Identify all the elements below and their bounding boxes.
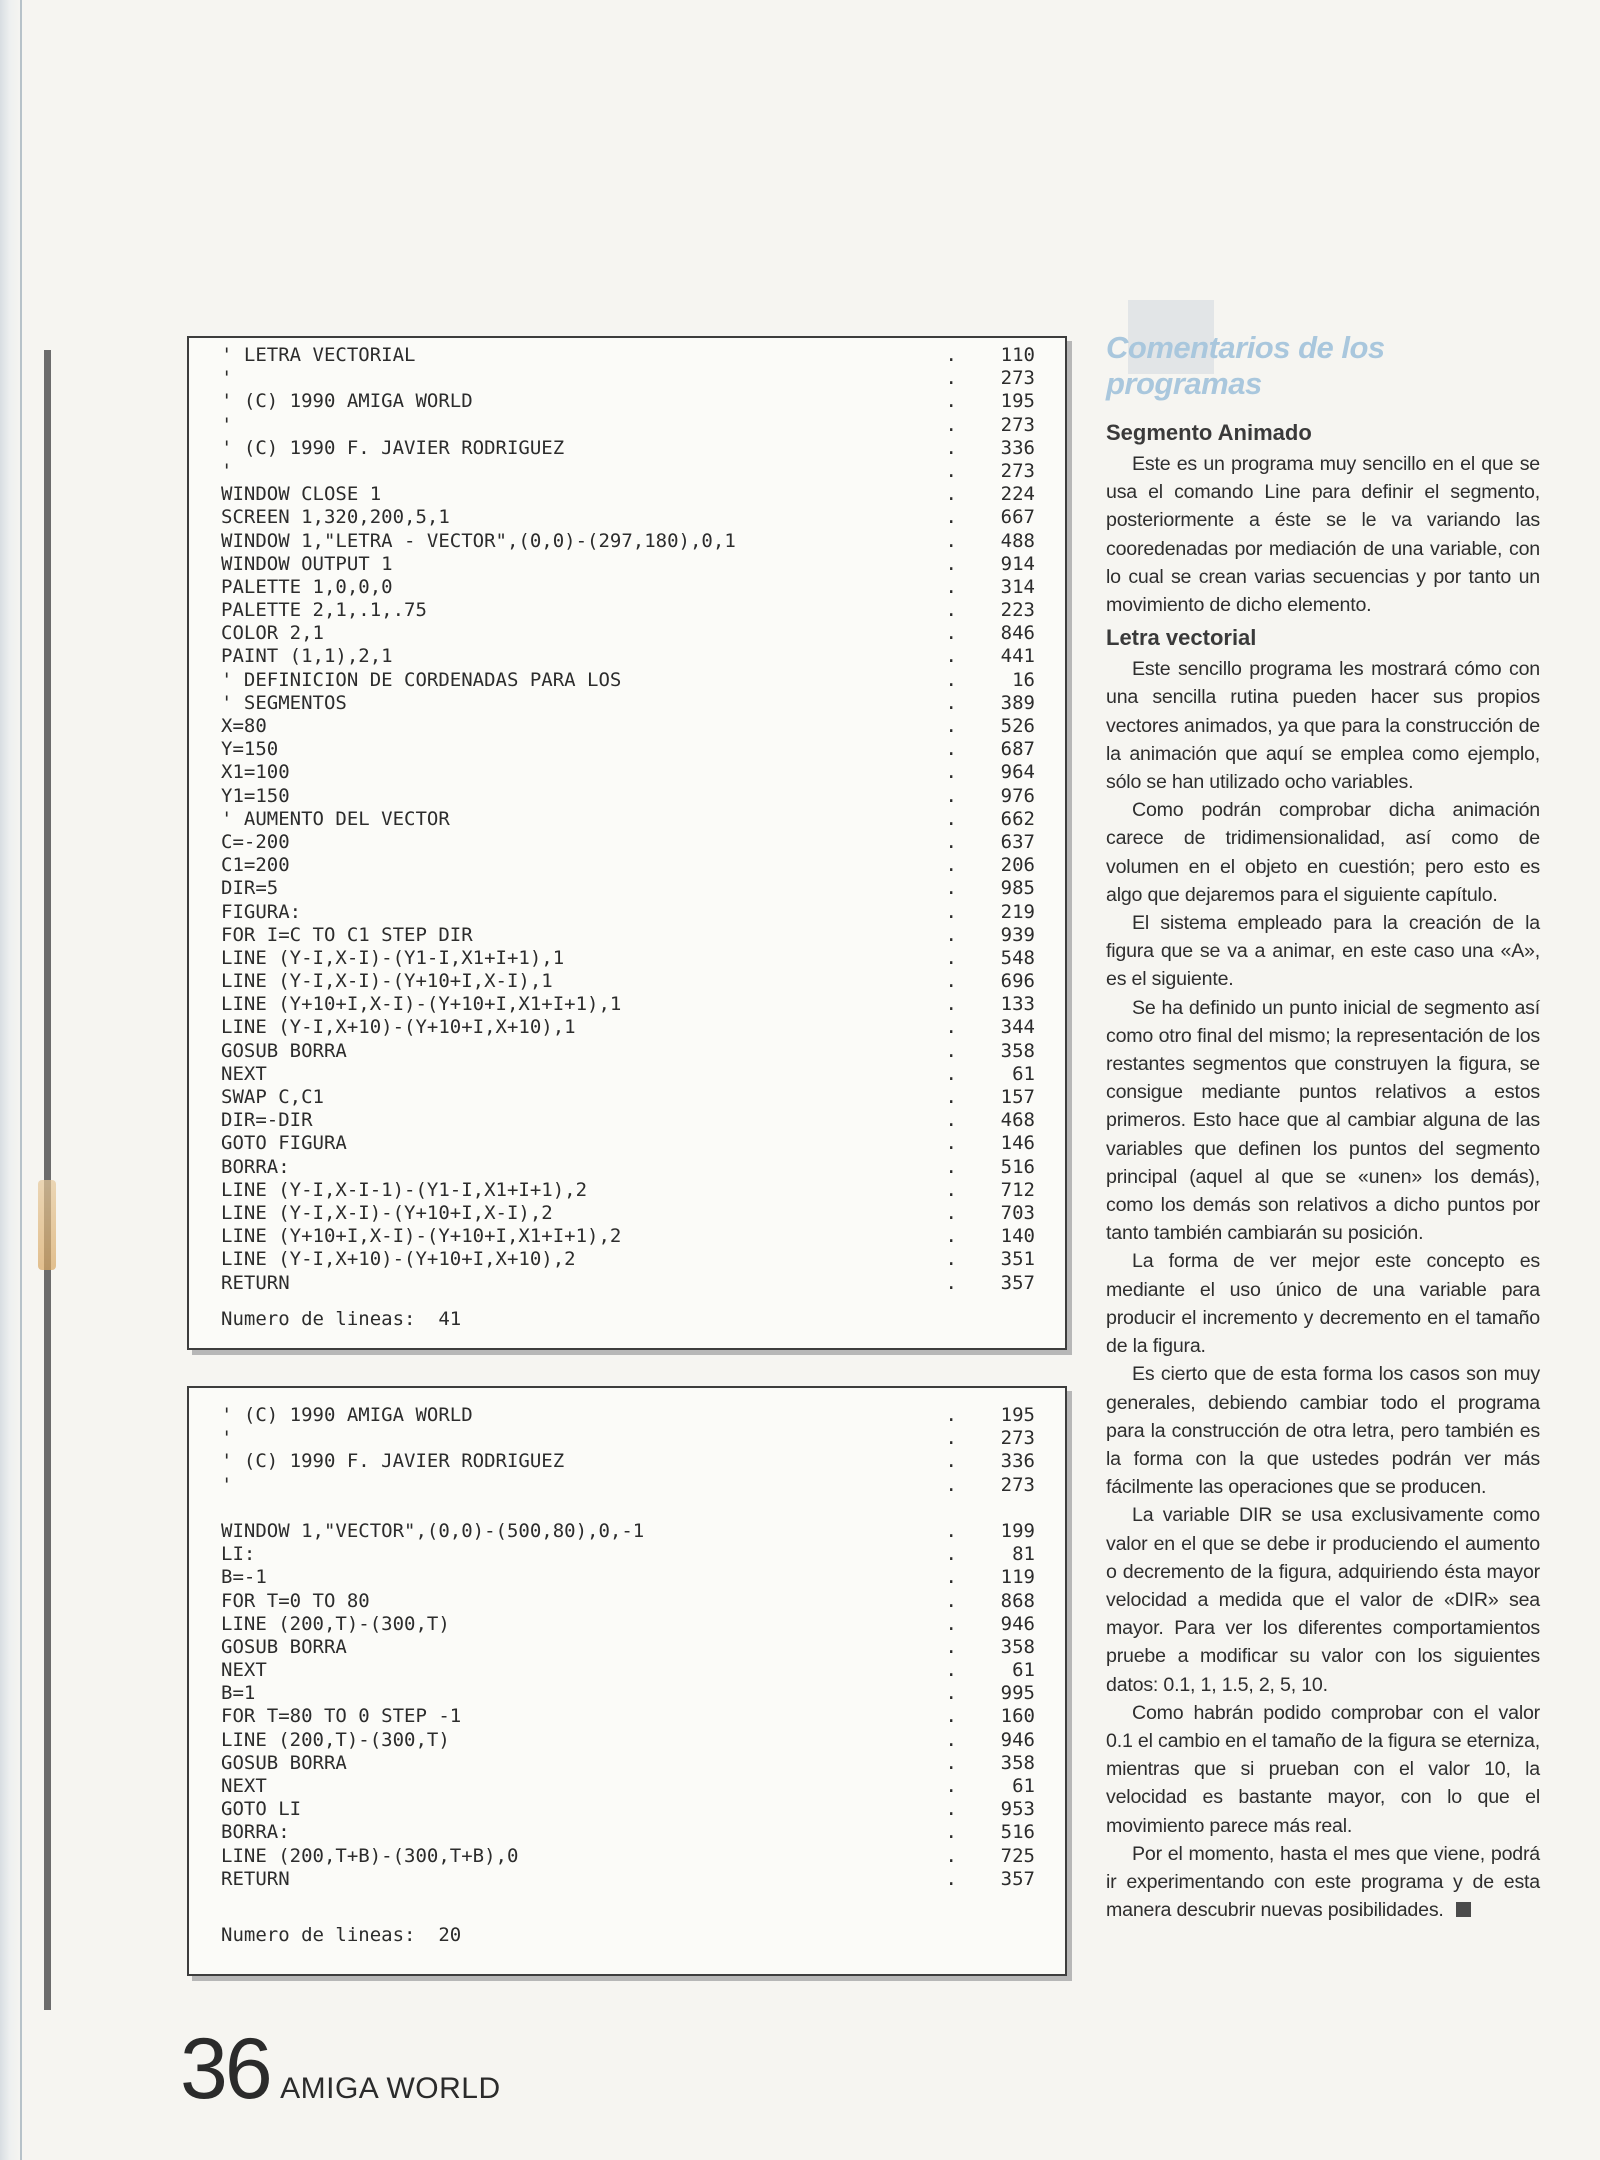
checksum-leader: . bbox=[945, 575, 957, 598]
checksum: 157 bbox=[1000, 1086, 1035, 1108]
code-text: LINE (Y-I,X-I-1)-(Y1-I,X1+I+1),2 bbox=[221, 1178, 588, 1201]
code-line bbox=[221, 1225, 1035, 1248]
code-line bbox=[221, 506, 1035, 529]
checksum: 516 bbox=[1000, 1155, 1035, 1178]
checksum: 219 bbox=[1000, 900, 1035, 923]
checksum-leader: . bbox=[945, 413, 957, 436]
checksum-leader: . bbox=[945, 761, 957, 784]
code-line bbox=[221, 692, 1035, 715]
checksum-leader: . bbox=[945, 436, 957, 459]
checksum-leader: . bbox=[945, 1612, 957, 1635]
checksum: 995 bbox=[1000, 1682, 1035, 1705]
checksum-leader: . bbox=[945, 1775, 957, 1797]
checksum: 976 bbox=[1000, 784, 1035, 807]
code-text: COLOR 2,1 bbox=[221, 622, 324, 645]
paragraph-text: Como habrán podido comprobar con el valor 0.1 el cambio en el tamaño de la figura se eterniza, mientras que si prueban con el valor 10, la velocidad es bastante mayor, con lo que el movimiento parece más real. bbox=[1106, 1701, 1540, 1837]
code-text: DIR=-DIR bbox=[221, 1109, 313, 1132]
code-text: FOR I=C TO C1 STEP DIR bbox=[221, 923, 473, 946]
checksum-leader: . bbox=[945, 854, 957, 877]
code-line bbox=[221, 1659, 1035, 1682]
checksum: 351 bbox=[1000, 1248, 1035, 1271]
code-text: LINE (Y-I,X-I)-(Y+10+I,X-I),2 bbox=[221, 1201, 553, 1224]
checksum-leader: . bbox=[945, 529, 957, 552]
code-line bbox=[221, 1109, 1035, 1132]
code-line bbox=[221, 1063, 1035, 1086]
code-text: LINE (Y+10+I,X-I)-(Y+10+I,X1+I+1),2 bbox=[221, 1225, 622, 1248]
checksum-leader: . bbox=[945, 1798, 957, 1821]
code-line bbox=[221, 970, 1035, 993]
checksum-leader: . bbox=[945, 1705, 957, 1728]
checksum-leader: . bbox=[945, 923, 957, 946]
code-lines bbox=[221, 344, 1035, 1295]
checksum: 273 bbox=[1000, 1473, 1035, 1496]
checksum-leader: . bbox=[945, 1086, 957, 1108]
code-line bbox=[221, 947, 1035, 970]
checksum-leader: . bbox=[945, 1566, 957, 1589]
code-text: LINE (200,T)-(300,T) bbox=[221, 1612, 450, 1635]
code-line bbox=[221, 437, 1035, 460]
code-line bbox=[221, 761, 1035, 784]
code-line bbox=[221, 808, 1035, 831]
program-listing-segmento-animado bbox=[187, 1386, 1067, 1976]
checksum: 273 bbox=[1000, 459, 1035, 482]
code-line bbox=[221, 1868, 1035, 1891]
code-text: LINE (200,T+B)-(300,T+B),0 bbox=[221, 1844, 519, 1867]
code-text: GOTO FIGURA bbox=[221, 1132, 347, 1155]
checksum-leader: . bbox=[945, 1225, 957, 1248]
checksum-leader: . bbox=[945, 1201, 957, 1224]
body-paragraph bbox=[1106, 450, 1540, 619]
checksum: 357 bbox=[1000, 1867, 1035, 1890]
code-text: ' SEGMENTOS bbox=[221, 691, 347, 714]
code-text: X1=100 bbox=[221, 761, 290, 784]
paragraph-text: Por el momento, hasta el mes que viene, podrá ir experimentando con este programa y de esta manera descubrir nuevas posibilidades. bbox=[1106, 1842, 1540, 1922]
checksum-leader: . bbox=[945, 1271, 957, 1294]
checksum-leader: . bbox=[945, 1404, 957, 1426]
code-line bbox=[221, 1427, 1035, 1450]
checksum: 61 bbox=[1012, 1062, 1035, 1085]
checksum: 273 bbox=[1000, 1427, 1035, 1450]
checksum-leader: . bbox=[945, 622, 957, 645]
code-line bbox=[221, 1474, 1035, 1497]
code-text: WINDOW CLOSE 1 bbox=[221, 483, 382, 506]
checksum: 358 bbox=[1000, 1751, 1035, 1774]
checksum-leader: . bbox=[945, 1427, 957, 1450]
code-text: GOSUB BORRA bbox=[221, 1751, 347, 1774]
code-line bbox=[221, 715, 1035, 738]
checksum-leader: . bbox=[945, 668, 957, 691]
paragraph-text: Se ha definido un punto inicial de segmento así como otro final del mismo; la representación de los restantes segmentos que construyen la figura, se consigue mediante puntos relativos a estos primeros. Esto hace que al cambiar alguna de las variables que definen los puntos del segmento principal (aquel al que se «unen» los demás), como los demás son relativos a dicho puntos por tanto también cambiarán su posición. bbox=[1106, 996, 1540, 1245]
paragraph-text: Este es un programa muy sencillo en el que se usa el comando Line para definir el segmento, posteriormente a éste se le va variando las cooredenadas por mediación de una variable, con lo cual se crean varias secuencias y por tanto un movimiento de dicho elemento. bbox=[1106, 453, 1540, 617]
code-text: C1=200 bbox=[221, 854, 290, 877]
checksum: 273 bbox=[1000, 413, 1035, 436]
code-text: C=-200 bbox=[221, 830, 290, 853]
checksum: 637 bbox=[1000, 830, 1035, 853]
checksum: 703 bbox=[1000, 1201, 1035, 1224]
code-line bbox=[221, 460, 1035, 483]
body-paragraph bbox=[1106, 994, 1540, 1248]
code-line bbox=[221, 344, 1035, 367]
checksum-leader: . bbox=[945, 784, 957, 807]
code-line bbox=[221, 1179, 1035, 1202]
paragraph-text: Es cierto que de esta forma los casos son muy generales, debiendo cambiar todo el programa para la construcción de otra letra, pero también es la forma con la que ustedes podrán ver más fácilmente las operaciones que se producen. bbox=[1106, 1363, 1540, 1499]
code-text: X=80 bbox=[221, 715, 267, 737]
code-line bbox=[221, 1775, 1035, 1798]
checksum: 195 bbox=[1000, 1404, 1035, 1426]
page-edge bbox=[0, 0, 22, 2160]
code-text: FIGURA: bbox=[221, 900, 302, 923]
checksum: 548 bbox=[1000, 946, 1035, 969]
code-text: DIR=5 bbox=[221, 877, 279, 900]
checksum: 146 bbox=[1000, 1132, 1035, 1155]
code-text: LINE (Y-I,X+10)-(Y+10+I,X+10),2 bbox=[221, 1248, 576, 1271]
line-count: Numero de lineas: 41 bbox=[221, 1308, 462, 1330]
code-text: ' bbox=[221, 1427, 233, 1450]
code-line bbox=[221, 924, 1035, 947]
checksum: 357 bbox=[1000, 1271, 1035, 1294]
checksum: 964 bbox=[1000, 761, 1035, 784]
code-line bbox=[221, 854, 1035, 877]
checksum: 344 bbox=[1000, 1016, 1035, 1039]
checksum-leader: . bbox=[945, 506, 957, 529]
checksum-leader: . bbox=[945, 1155, 957, 1178]
checksum-leader: . bbox=[945, 1039, 957, 1062]
checksum-leader: . bbox=[945, 807, 957, 830]
checksum-leader: . bbox=[945, 1821, 957, 1844]
checksum-leader: . bbox=[945, 738, 957, 761]
code-line bbox=[221, 645, 1035, 668]
sidebar-title bbox=[1106, 330, 1540, 402]
code-line bbox=[221, 1086, 1035, 1109]
code-text: ' (C) 1990 F. JAVIER RODRIGUEZ bbox=[221, 436, 565, 459]
checksum-leader: . bbox=[945, 830, 957, 853]
checksum-leader: . bbox=[945, 367, 957, 390]
paper-stain bbox=[38, 1180, 56, 1270]
checksum: 160 bbox=[1000, 1705, 1035, 1728]
page-folio bbox=[180, 2020, 501, 2119]
checksum: 725 bbox=[1000, 1844, 1035, 1867]
checksum: 140 bbox=[1000, 1225, 1035, 1248]
code-text: NEXT bbox=[221, 1775, 267, 1797]
code-line bbox=[221, 1821, 1035, 1844]
checksum-leader: . bbox=[945, 552, 957, 575]
code-text: GOSUB BORRA bbox=[221, 1635, 347, 1658]
section-heading: Segmento Animado bbox=[1106, 420, 1312, 445]
checksum: 273 bbox=[1000, 367, 1035, 390]
code-text: LINE (200,T)-(300,T) bbox=[221, 1728, 450, 1751]
checksum-leader: . bbox=[945, 970, 957, 993]
checksum-leader: . bbox=[945, 390, 957, 413]
code-line bbox=[221, 1845, 1035, 1868]
checksum: 846 bbox=[1000, 622, 1035, 645]
page-edge-line bbox=[20, 0, 22, 2160]
checksum-leader: . bbox=[945, 715, 957, 737]
checksum: 953 bbox=[1000, 1798, 1035, 1821]
checksum-leader: . bbox=[945, 1473, 957, 1496]
checksum-leader: . bbox=[945, 1062, 957, 1085]
code-line bbox=[221, 576, 1035, 599]
code-text: PALETTE 1,0,0,0 bbox=[221, 575, 393, 598]
code-text: WINDOW OUTPUT 1 bbox=[221, 552, 393, 575]
code-line bbox=[221, 831, 1035, 854]
code-text: WINDOW 1,"LETRA - VECTOR",(0,0)-(297,180),0,1 bbox=[221, 529, 736, 552]
code-line bbox=[221, 1543, 1035, 1566]
checksum-leader: . bbox=[945, 993, 957, 1016]
body-paragraph bbox=[1106, 796, 1540, 909]
checksum: 358 bbox=[1000, 1039, 1035, 1062]
checksum-leader: . bbox=[945, 946, 957, 969]
checksum-leader: . bbox=[945, 1844, 957, 1867]
body-paragraph bbox=[1106, 655, 1540, 796]
checksum: 914 bbox=[1000, 552, 1035, 575]
code-line bbox=[221, 390, 1035, 413]
checksum: 199 bbox=[1000, 1519, 1035, 1542]
checksum: 61 bbox=[1012, 1659, 1035, 1682]
checksum: 939 bbox=[1000, 923, 1035, 946]
code-line bbox=[221, 1404, 1035, 1427]
code-line bbox=[221, 367, 1035, 390]
code-line bbox=[221, 483, 1035, 506]
code-text: PAINT (1,1),2,1 bbox=[221, 645, 393, 668]
code-line bbox=[221, 1705, 1035, 1728]
paragraph-text: El sistema empleado para la creación de la figura que se va a animar, en este caso una «A», es el siguiente. bbox=[1106, 912, 1540, 991]
body-paragraph bbox=[1106, 1840, 1540, 1925]
checksum: 526 bbox=[1000, 715, 1035, 737]
checksum-leader: . bbox=[945, 1450, 957, 1473]
code-text: ' (C) 1990 AMIGA WORLD bbox=[221, 1404, 473, 1426]
body-paragraph bbox=[1106, 909, 1540, 994]
code-text: ' bbox=[221, 459, 233, 482]
code-line bbox=[221, 1798, 1035, 1821]
code-text: RETURN bbox=[221, 1867, 290, 1890]
checksum: 195 bbox=[1000, 390, 1035, 413]
paragraph-text: Como podrán comprobar dicha animación carece de tridimensionalidad, así como de volumen en el objeto en cuestión; pero esto es algo que dejaremos para el siguiente capítulo. bbox=[1106, 799, 1540, 906]
checksum-leader: . bbox=[945, 1248, 957, 1271]
code-text: LI: bbox=[221, 1543, 256, 1566]
code-text: ' bbox=[221, 367, 233, 390]
code-line bbox=[221, 1682, 1035, 1705]
code-text: ' (C) 1990 F. JAVIER RODRIGUEZ bbox=[221, 1450, 565, 1473]
code-line bbox=[221, 785, 1035, 808]
code-text: WINDOW 1,"VECTOR",(0,0)-(500,80),0,-1 bbox=[221, 1519, 645, 1542]
checksum-leader: . bbox=[945, 1659, 957, 1682]
paragraph-text: La variable DIR se usa exclusivamente como valor en el que se debe ir produciendo el aumento o decremento de la figura, adquiriendo ésta mayor velocidad a medida que el valor de «DIR» sea mayor. Para ver los diferentes comportamientos pruebe a modificar su valor con los siguientes datos: 0.1, 1, 1.5, 2, 5, 10. bbox=[1106, 1504, 1540, 1696]
program-listing-letra-vectorial bbox=[187, 336, 1067, 1350]
code-line bbox=[221, 553, 1035, 576]
code-text: BORRA: bbox=[221, 1821, 290, 1844]
code-line bbox=[221, 669, 1035, 692]
checksum-leader: . bbox=[945, 459, 957, 482]
checksum: 223 bbox=[1000, 599, 1035, 622]
checksum-leader: . bbox=[945, 599, 957, 622]
code-text: Y=150 bbox=[221, 738, 279, 761]
checksum-leader: . bbox=[945, 1589, 957, 1612]
code-line bbox=[221, 1202, 1035, 1225]
checksum-leader: . bbox=[945, 1543, 957, 1566]
checksum-leader: . bbox=[945, 1635, 957, 1658]
checksum: 516 bbox=[1000, 1821, 1035, 1844]
code-line bbox=[221, 530, 1035, 553]
code-text: Y1=150 bbox=[221, 784, 290, 807]
code-line bbox=[221, 1613, 1035, 1636]
sidebar-sections bbox=[1106, 420, 1540, 1924]
checksum: 868 bbox=[1000, 1589, 1035, 1612]
checksum: 314 bbox=[1000, 575, 1035, 598]
code-line bbox=[221, 599, 1035, 622]
checksum: 468 bbox=[1000, 1109, 1035, 1132]
code-line bbox=[221, 1497, 1035, 1520]
body-paragraph bbox=[1106, 1360, 1540, 1501]
code-text: BORRA: bbox=[221, 1155, 290, 1178]
code-text: ' LETRA VECTORIAL bbox=[221, 344, 416, 366]
checksum: 119 bbox=[1000, 1566, 1035, 1589]
code-text: ' AUMENTO DEL VECTOR bbox=[221, 807, 450, 830]
checksum-leader: . bbox=[945, 1682, 957, 1705]
code-text: PALETTE 2,1,.1,.75 bbox=[221, 599, 427, 622]
code-text: FOR T=80 TO 0 STEP -1 bbox=[221, 1705, 462, 1728]
code-line bbox=[221, 1520, 1035, 1543]
body-paragraph bbox=[1106, 1247, 1540, 1360]
checksum: 441 bbox=[1000, 645, 1035, 668]
code-line bbox=[221, 901, 1035, 924]
code-text: FOR T=0 TO 80 bbox=[221, 1589, 370, 1612]
code-text: ' bbox=[221, 1473, 233, 1496]
code-line bbox=[221, 1566, 1035, 1589]
page-number: 36 bbox=[180, 2021, 270, 2117]
code-text: NEXT bbox=[221, 1659, 267, 1682]
code-line bbox=[221, 1156, 1035, 1179]
checksum: 946 bbox=[1000, 1728, 1035, 1751]
code-text: GOTO LI bbox=[221, 1798, 302, 1821]
checksum: 336 bbox=[1000, 1450, 1035, 1473]
checksum-leader: . bbox=[945, 483, 957, 506]
code-lines bbox=[221, 1404, 1035, 1891]
checksum: 696 bbox=[1000, 970, 1035, 993]
code-line bbox=[221, 1016, 1035, 1039]
code-text: ' DEFINICION DE CORDENADAS PARA LOS bbox=[221, 668, 622, 691]
line-count: Numero de lineas: 20 bbox=[221, 1924, 462, 1946]
checksum: 133 bbox=[1000, 993, 1035, 1016]
code-text: NEXT bbox=[221, 1062, 267, 1085]
end-of-article-icon bbox=[1456, 1902, 1471, 1917]
code-text: SCREEN 1,320,200,5,1 bbox=[221, 506, 450, 529]
checksum-leader: . bbox=[945, 1109, 957, 1132]
checksum-leader: . bbox=[945, 645, 957, 668]
checksum: 946 bbox=[1000, 1612, 1035, 1635]
code-text: LINE (Y-I,X-I)-(Y+10+I,X-I),1 bbox=[221, 970, 553, 993]
code-text: ' bbox=[221, 413, 233, 436]
code-line bbox=[221, 1590, 1035, 1613]
code-text: RETURN bbox=[221, 1271, 290, 1294]
checksum: 61 bbox=[1012, 1775, 1035, 1797]
checksum: 712 bbox=[1000, 1178, 1035, 1201]
checksum: 662 bbox=[1000, 807, 1035, 830]
checksum: 206 bbox=[1000, 854, 1035, 877]
checksum-leader: . bbox=[945, 1016, 957, 1039]
code-line bbox=[221, 738, 1035, 761]
code-line bbox=[221, 1450, 1035, 1473]
checksum-leader: . bbox=[945, 691, 957, 714]
code-line bbox=[221, 1132, 1035, 1155]
checksum-leader: . bbox=[945, 1751, 957, 1774]
paragraph-text: Este sencillo programa les mostrará cómo con una sencilla rutina pueden hacer sus propios vectores animados, ya que para la construcción de la animación que aquí se emplea como ejemplo, sólo se han utilizado ocho variables. bbox=[1106, 658, 1540, 794]
checksum-leader: . bbox=[945, 900, 957, 923]
code-text: B=-1 bbox=[221, 1566, 267, 1589]
checksum-leader: . bbox=[945, 877, 957, 900]
checksum-leader: . bbox=[945, 344, 957, 366]
code-text: LINE (Y-I,X-I)-(Y1-I,X1+I+1),1 bbox=[221, 946, 565, 969]
code-line bbox=[221, 414, 1035, 437]
checksum: 110 bbox=[1000, 344, 1035, 366]
checksum-leader: . bbox=[945, 1132, 957, 1155]
code-line bbox=[221, 993, 1035, 1016]
checksum: 985 bbox=[1000, 877, 1035, 900]
paragraph-text: La forma de ver mejor este concepto es mediante el uso único de una variable para producir el incremento y decremento en el tamaño de la figura. bbox=[1106, 1250, 1540, 1358]
checksum: 358 bbox=[1000, 1635, 1035, 1658]
checksum-leader: . bbox=[945, 1519, 957, 1542]
checksum-leader: . bbox=[945, 1867, 957, 1890]
comments-column bbox=[1106, 330, 1540, 1924]
body-paragraph bbox=[1106, 1699, 1540, 1840]
checksum: 488 bbox=[1000, 529, 1035, 552]
code-line bbox=[221, 877, 1035, 900]
code-line bbox=[221, 1272, 1035, 1295]
checksum: 16 bbox=[1012, 668, 1035, 691]
sidebar-title-text: Comentarios de los programas bbox=[1106, 330, 1385, 401]
code-text: LINE (Y+10+I,X-I)-(Y+10+I,X1+I+1),1 bbox=[221, 993, 622, 1016]
code-text: ' (C) 1990 AMIGA WORLD bbox=[221, 390, 473, 413]
checksum: 687 bbox=[1000, 738, 1035, 761]
checksum: 224 bbox=[1000, 483, 1035, 506]
code-text: SWAP C,C1 bbox=[221, 1086, 324, 1108]
code-line bbox=[221, 1752, 1035, 1775]
section-heading: Letra vectorial bbox=[1106, 625, 1257, 651]
checksum: 336 bbox=[1000, 436, 1035, 459]
code-line bbox=[221, 1729, 1035, 1752]
code-text: LINE (Y-I,X+10)-(Y+10+I,X+10),1 bbox=[221, 1016, 576, 1039]
code-text: GOSUB BORRA bbox=[221, 1039, 347, 1062]
checksum: 81 bbox=[1012, 1543, 1035, 1566]
code-line bbox=[221, 1636, 1035, 1659]
magazine-name: AMIGA WORLD bbox=[280, 2072, 501, 2105]
checksum-leader: . bbox=[945, 1178, 957, 1201]
body-paragraph bbox=[1106, 1501, 1540, 1698]
code-line bbox=[221, 1248, 1035, 1271]
checksum: 389 bbox=[1000, 691, 1035, 714]
code-line bbox=[221, 622, 1035, 645]
checksum: 667 bbox=[1000, 506, 1035, 529]
code-text: B=1 bbox=[221, 1682, 256, 1705]
checksum-leader: . bbox=[945, 1728, 957, 1751]
code-line bbox=[221, 1040, 1035, 1063]
